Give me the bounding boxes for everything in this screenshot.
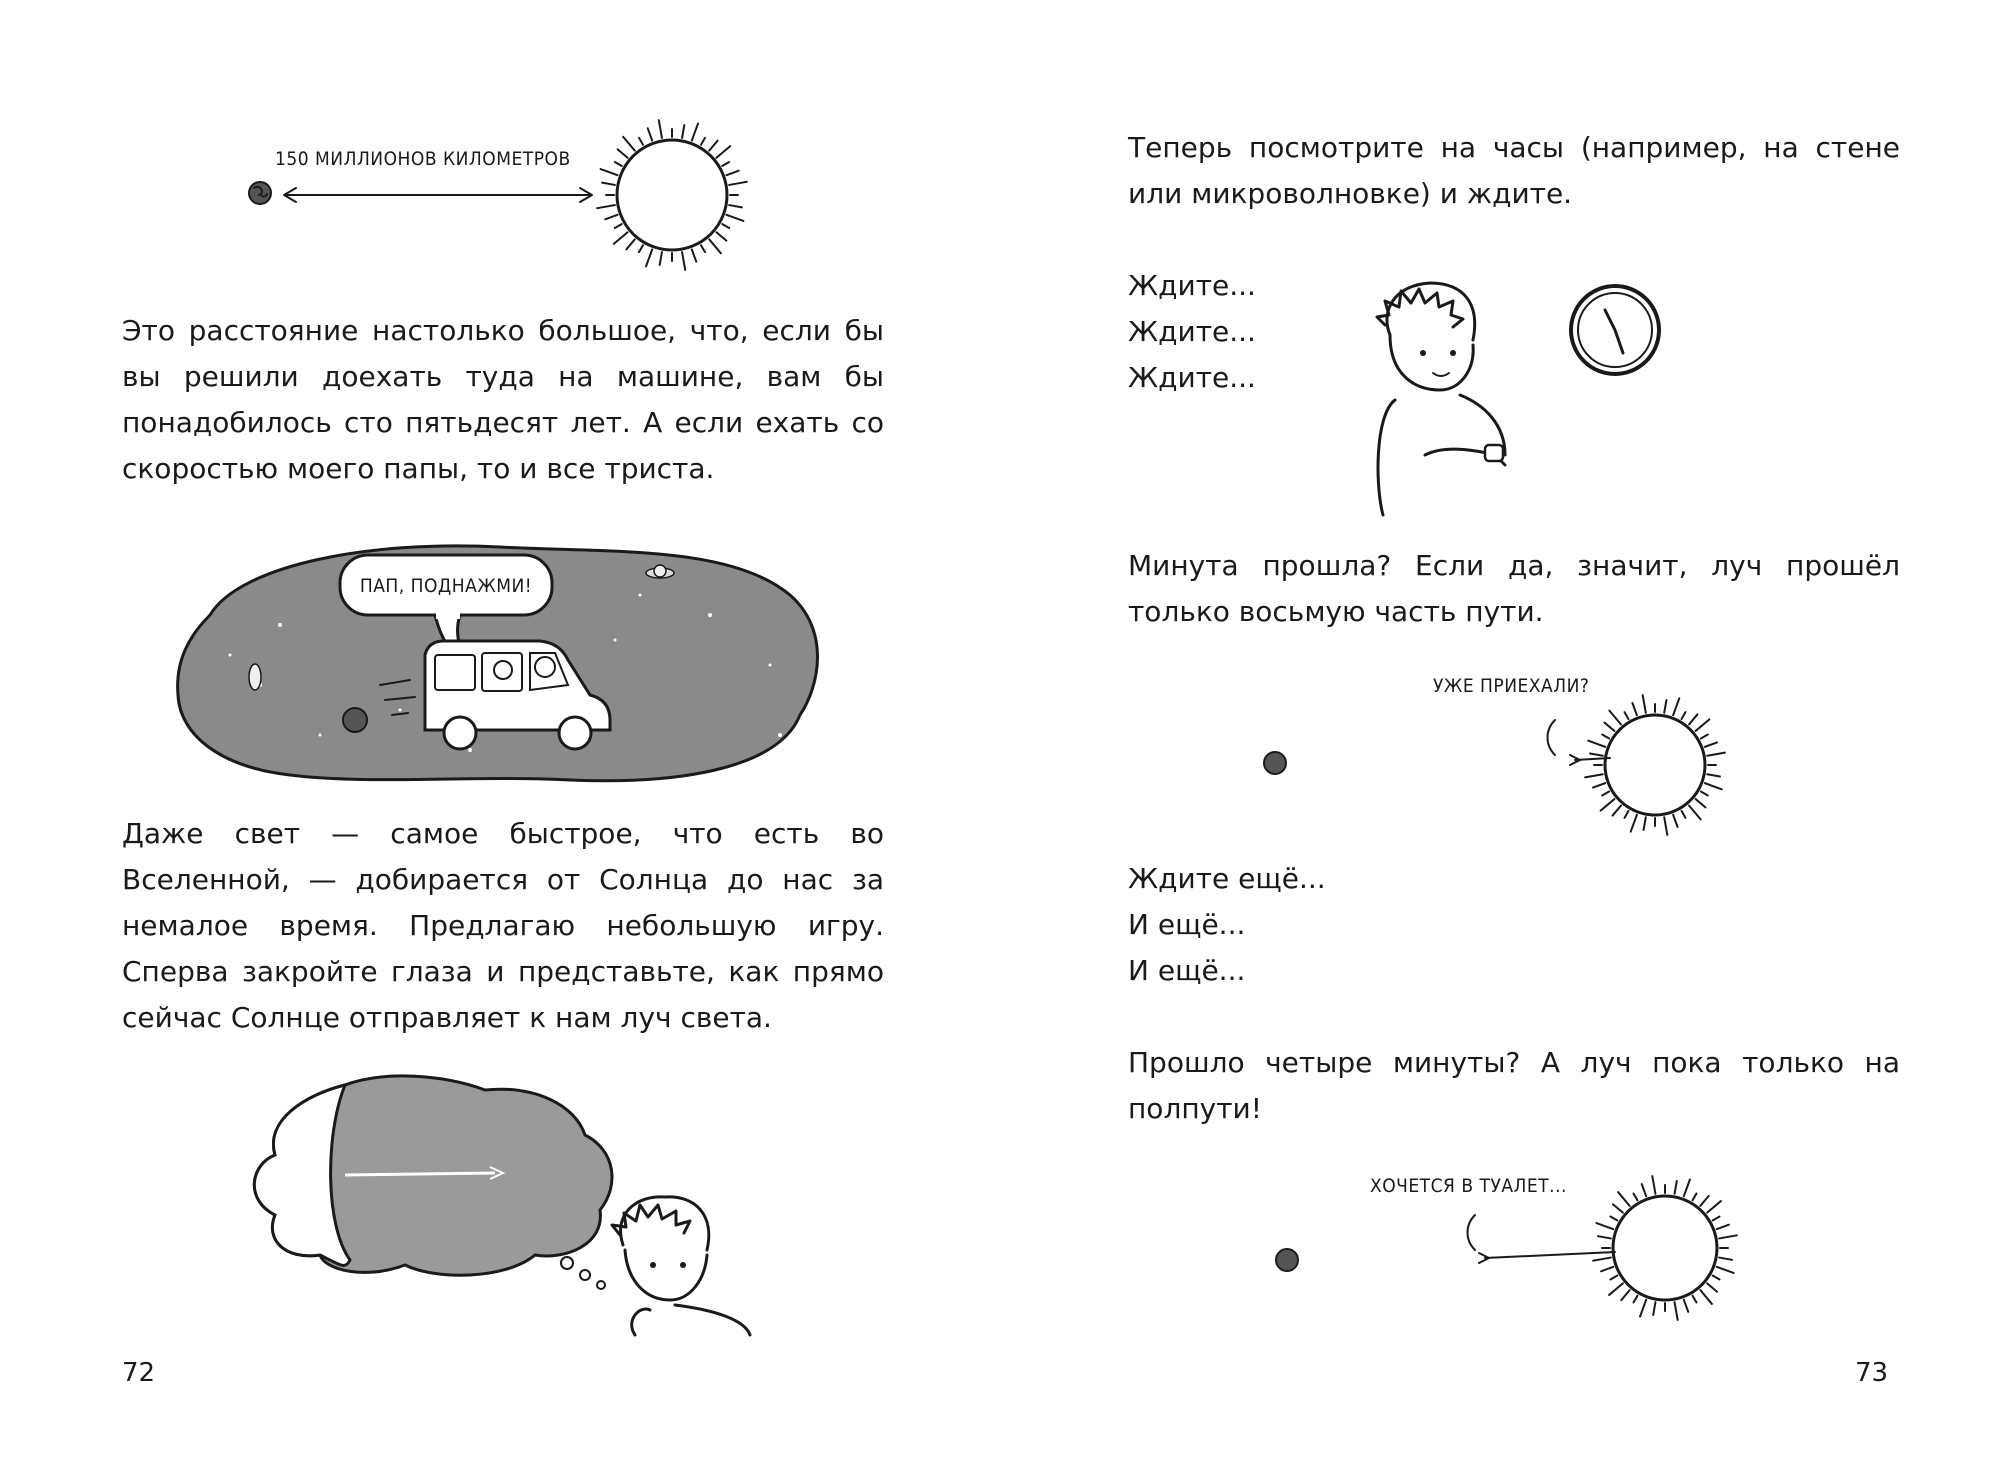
- ray-diagram-1: [1255, 660, 1815, 840]
- sun-ray: [1632, 703, 1636, 715]
- sun-ray: [1689, 806, 1701, 820]
- distance-label: 150 МИЛЛИОНОВ КИЛОМЕТРОВ: [275, 148, 571, 170]
- sun-ray: [1684, 1179, 1690, 1196]
- sun-ray: [1585, 774, 1603, 777]
- sun-ray: [1590, 754, 1603, 756]
- earth-icon: [249, 182, 271, 204]
- sun-ray: [1700, 1196, 1708, 1206]
- sun-ray: [1609, 1283, 1623, 1295]
- speech-bubble-text: ПАП, ПОДНАЖМИ!: [359, 575, 533, 597]
- sun-ray: [1588, 741, 1605, 747]
- wait-line: Ждите ещё...: [1128, 862, 1326, 895]
- sun-ray: [1634, 1296, 1638, 1303]
- wait-line: Ждите...: [1128, 269, 1256, 302]
- paragraph-minute: Минута прошла? Если да, значит, луч прошёл только восьмую часть пути.: [1128, 549, 1900, 628]
- sun-ray: [701, 138, 705, 145]
- more-wait-lines: [1128, 856, 1326, 994]
- sun-ray: [1631, 815, 1637, 832]
- sun-ray: [1719, 1235, 1737, 1238]
- clock-icon: [1571, 286, 1659, 374]
- sun-ray: [1717, 1225, 1729, 1229]
- sun-ray: [1613, 1204, 1623, 1212]
- thought-cloud: [254, 1076, 612, 1289]
- earth-icon: [343, 708, 367, 732]
- sun-ray: [1675, 1302, 1678, 1320]
- sun-ray: [1610, 1217, 1617, 1221]
- sun-ray: [1717, 1267, 1734, 1273]
- sun-ray: [1621, 1290, 1629, 1300]
- sun-ray: [1705, 783, 1722, 789]
- sun-ray: [615, 224, 622, 228]
- sun-ray: [1610, 1276, 1617, 1280]
- sun-ray: [682, 252, 685, 270]
- sun-ray: [1642, 1184, 1646, 1196]
- sun-ray: [1618, 1192, 1630, 1206]
- sun-ray: [626, 239, 634, 249]
- sun-ray: [602, 183, 615, 185]
- paragraph-light: Даже свет — самое быстрое, что есть во Вселенной, — добирается от Солнца до нас за немалое время. Предлагаю небольшую игру. Сперва закройте глаза и представьте, как прямо сейчас Солнце отправляет к нам луч света.: [122, 817, 884, 1034]
- sun-ray: [623, 137, 635, 151]
- sun-ray: [709, 141, 717, 151]
- sun-ray: [1673, 815, 1677, 827]
- sun-ray: [605, 215, 617, 219]
- car-in-space-illustration: [170, 535, 840, 790]
- boy-watch-illustration: [1355, 265, 1675, 515]
- sun-ray: [682, 125, 684, 138]
- sun-ray: [716, 146, 730, 158]
- sun-ray: [646, 250, 652, 267]
- sun-ray: [1696, 799, 1706, 807]
- sun-ray: [692, 250, 696, 262]
- sun-ray: [1701, 792, 1708, 796]
- sun-ray: [1693, 1193, 1697, 1200]
- sun-ray: [1707, 1201, 1721, 1213]
- paragraph-distance: Это расстояние настолько большое, что, если бы вы решили доехать туда на машине, вам бы понадобилось сто пятьдесят лет. А если ехать со скоростью моего папы, то и все триста.: [122, 314, 884, 485]
- sun-ray: [1602, 735, 1609, 739]
- sun-ray: [722, 162, 729, 166]
- wait-line: Ждите...: [1128, 361, 1256, 394]
- sun-ray: [659, 120, 662, 138]
- page-number-right: 73: [1855, 1358, 1889, 1388]
- sun-ray: [1601, 1267, 1613, 1271]
- sun-ray: [615, 162, 622, 166]
- wait-line: И ещё...: [1128, 954, 1246, 987]
- sun-ray: [639, 245, 643, 252]
- sun-ray: [1707, 774, 1720, 776]
- sun-ray: [639, 138, 643, 145]
- sun-ray: [1696, 719, 1710, 731]
- sun-ray: [1707, 1283, 1717, 1291]
- sun-ray: [1705, 742, 1717, 746]
- sun-ray: [727, 215, 744, 221]
- wait-line: Ждите...: [1128, 315, 1256, 348]
- sun-ray: [1701, 735, 1708, 739]
- paragraph-four-minutes: Прошло четыре минуты? А луч пока только на полпути!: [1128, 1046, 1900, 1125]
- caption-toilet: ХОЧЕТСЯ В ТУАЛЕТ...: [1370, 1175, 1567, 1197]
- sun-ray: [1593, 1258, 1611, 1261]
- sun-ray: [727, 171, 739, 175]
- distance-diagram: [240, 120, 760, 280]
- sun-ray: [1643, 695, 1646, 713]
- thinking-boy-illustration: [245, 1075, 765, 1335]
- sun-icon: [1593, 1176, 1737, 1320]
- sun-ray: [1700, 1290, 1712, 1304]
- sun-ray: [729, 182, 747, 185]
- earth-icon: [1276, 1249, 1298, 1271]
- wait-lines: [1128, 263, 1256, 401]
- sun-ray: [660, 252, 662, 265]
- sun-ray: [1707, 753, 1725, 756]
- sun-ray: [1640, 1300, 1646, 1317]
- sun-ray: [692, 124, 698, 141]
- sun-ray: [1689, 714, 1697, 724]
- sun-ray: [1713, 1217, 1720, 1221]
- sun-ray: [1644, 817, 1646, 830]
- sun-ray: [722, 224, 729, 228]
- sun-ray: [1598, 1236, 1611, 1238]
- sun-icon: [1585, 695, 1725, 835]
- sun-ray: [1602, 792, 1609, 796]
- sun-ray: [1652, 1176, 1655, 1194]
- sun-ray: [1634, 1193, 1638, 1200]
- wait-line: И ещё...: [1128, 908, 1246, 941]
- sun-ray: [601, 169, 618, 175]
- sun-ray: [1719, 1258, 1732, 1260]
- sun-ray: [716, 232, 726, 240]
- page-number-left: 72: [122, 1358, 156, 1388]
- paragraph-watch: Теперь посмотрите на часы (например, на стене или микроволновке) и ждите.: [1128, 131, 1900, 210]
- sun-ray: [729, 205, 742, 207]
- sun-ray: [1713, 1276, 1720, 1280]
- sun-ray: [1653, 1302, 1655, 1315]
- boy-icon: [612, 1197, 750, 1335]
- sun-ray: [701, 245, 705, 252]
- sun-ray: [1593, 783, 1605, 787]
- sun-ray: [709, 239, 721, 253]
- earth-icon: [1264, 752, 1286, 774]
- sun-ray: [1604, 723, 1614, 731]
- boy-icon: [1377, 283, 1505, 515]
- distance-arrow-icon: [284, 188, 592, 202]
- right-page: [1000, 0, 2000, 1472]
- sun-ray: [597, 205, 615, 208]
- sun-ray: [1693, 1296, 1697, 1303]
- sun-ray: [1684, 1300, 1688, 1312]
- sun-ray: [1664, 700, 1666, 713]
- sun-icon: [597, 120, 747, 270]
- sun-ray: [1675, 1181, 1677, 1194]
- galaxy-icon: [249, 664, 261, 690]
- sun-ray: [1596, 1223, 1613, 1229]
- sun-ray: [1625, 811, 1629, 818]
- sun-ray: [648, 128, 652, 140]
- ray-diagram-2: [1255, 1160, 1815, 1340]
- sun-ray: [1601, 799, 1615, 811]
- sun-ray: [618, 149, 628, 157]
- caption-arrived: УЖЕ ПРИЕХАЛИ?: [1433, 675, 1590, 697]
- sun-ray: [1613, 806, 1621, 816]
- sun-ray: [1664, 817, 1667, 835]
- sun-ray: [1609, 711, 1621, 725]
- sun-ray: [1673, 698, 1679, 715]
- sun-ray: [1625, 712, 1629, 719]
- sun-ray: [1682, 811, 1686, 818]
- sun-ray: [1682, 712, 1686, 719]
- sun-ray: [614, 232, 628, 244]
